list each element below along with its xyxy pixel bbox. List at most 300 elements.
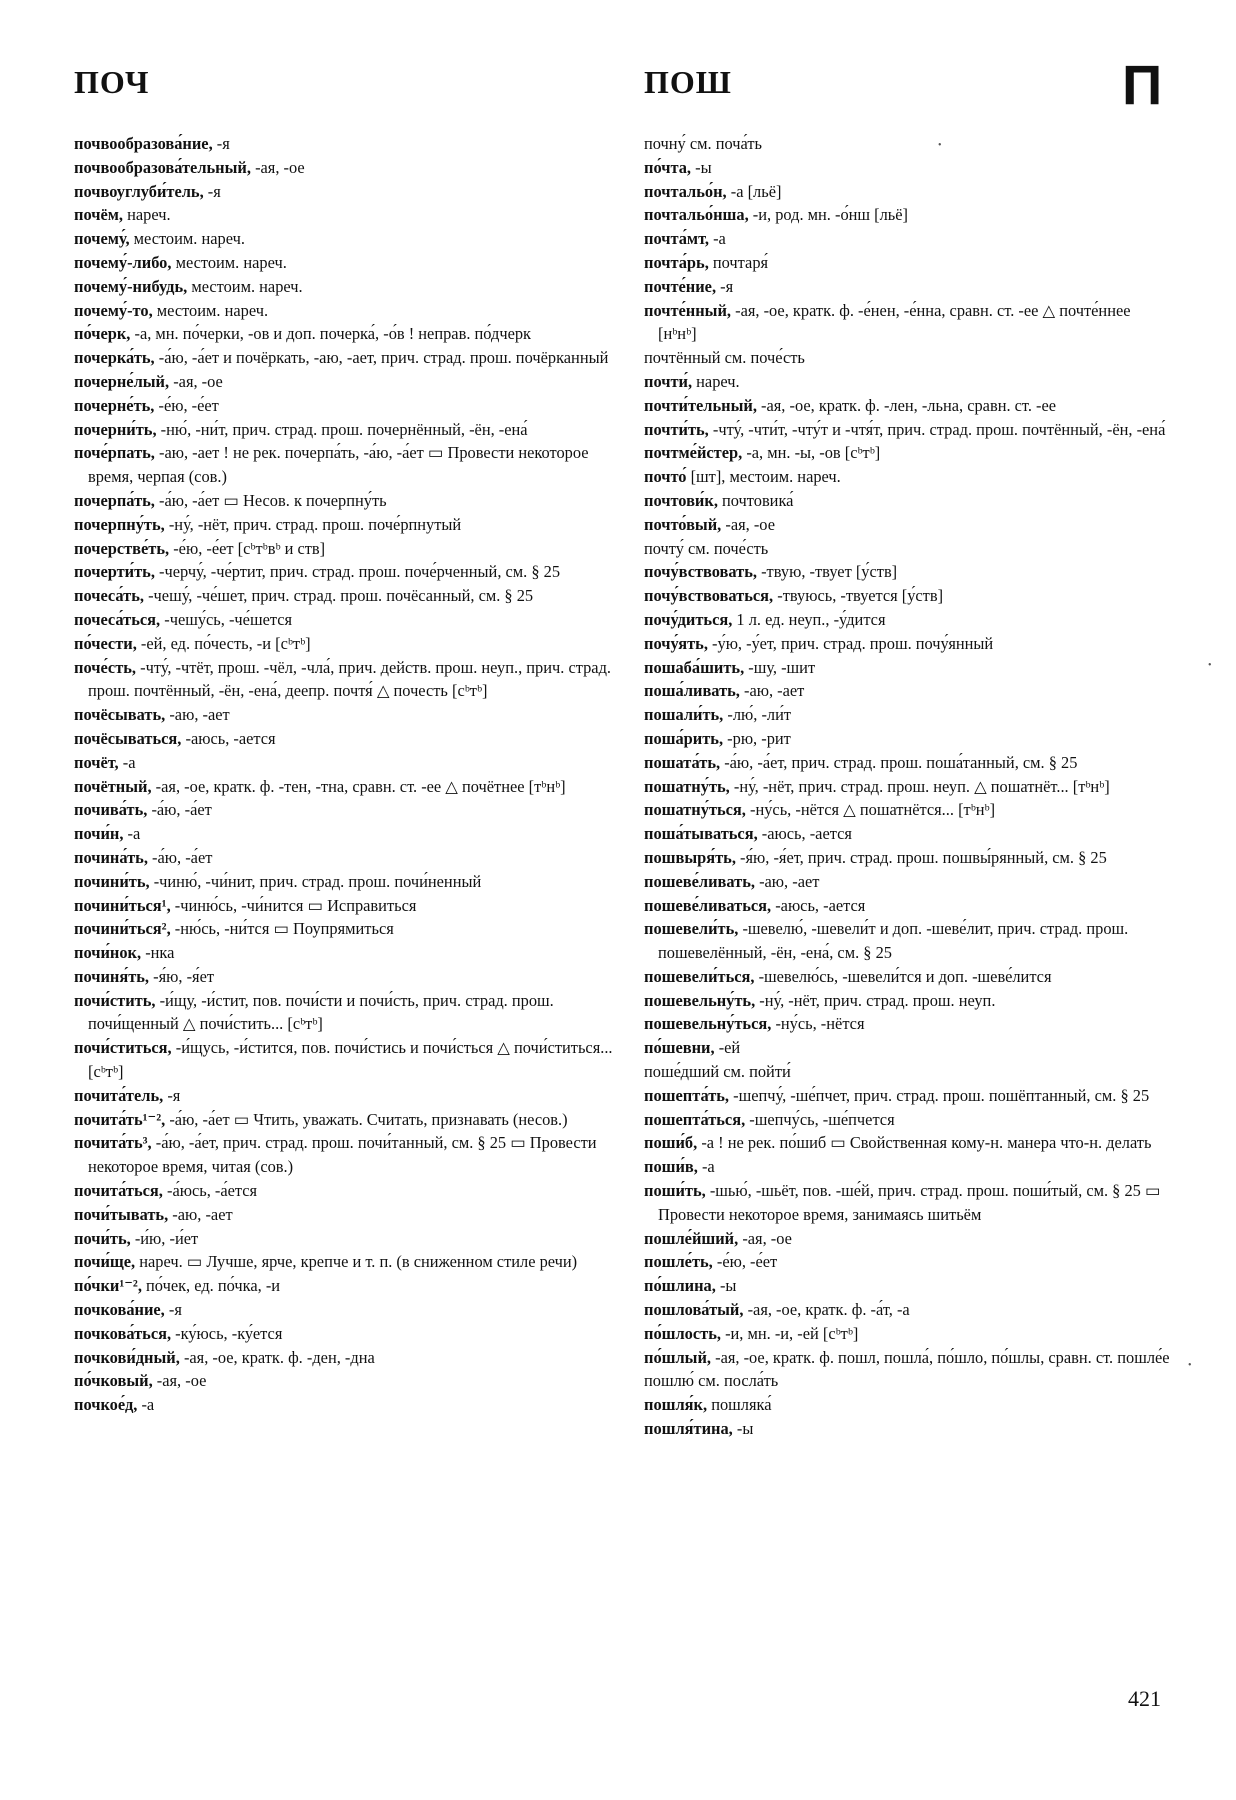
entry-headword: почи́ститься, — [74, 1038, 172, 1058]
entry-headword: почётный, — [74, 776, 152, 796]
entry-headword: поши́ть, — [644, 1181, 706, 1201]
entry-headword: почерпну́ть, — [74, 514, 165, 534]
dictionary-entry — [644, 751, 1170, 775]
entry-headword: по́шевни, — [644, 1038, 715, 1058]
entry-definition: -ну́, -нёт, прич. страд. прош. поче́рпнутый — [164, 514, 462, 534]
entry-definition: -а́ю, -а́ет ▭ Несов. к почерпну́ть — [154, 490, 387, 510]
dictionary-entry — [74, 751, 620, 775]
dictionary-entry — [74, 537, 620, 561]
entry-headword: починя́ть, — [74, 966, 150, 986]
dictionary-entry — [644, 656, 1170, 680]
entry-definition: -ая, -ое, кратк. ф. -тен, -тна, сравн. ст. -ее △ почётнее [тᵇнᵇ] — [151, 776, 566, 796]
entry-definition: -аю, -ает — [168, 1204, 233, 1224]
entry-headword: почерни́ть, — [74, 419, 157, 439]
dictionary-entry — [74, 1179, 620, 1203]
entry-headword: почерне́лый, — [74, 371, 170, 391]
entry-headword: почтови́к, — [644, 490, 718, 510]
entry-headword: почёсываться, — [74, 728, 182, 748]
dictionary-entry — [644, 489, 1170, 513]
entry-headword: почтме́йстер, — [644, 443, 743, 463]
entry-definition: -я — [212, 134, 230, 153]
entry-definition: -ей — [714, 1038, 741, 1058]
entry-definition: -ая, -ое — [250, 157, 305, 177]
entry-headword: поша́рить, — [644, 728, 724, 748]
dictionary-entry — [74, 1298, 620, 1322]
entry-headword: почте́нный, — [644, 300, 732, 320]
entry-definition: местоим. нареч. — [152, 300, 269, 320]
entry-definition: -чту́, -чти́т, -чту́т и -чтя́т, прич. страд. прош. почтённый, -ён, -ена́ — [708, 419, 1166, 439]
entry-headword: по́чки¹⁻², — [74, 1276, 142, 1296]
entry-headword: почти́, — [644, 371, 693, 391]
entry-definition: -аю, -ает — [165, 705, 230, 725]
dictionary-entry — [644, 798, 1170, 822]
dictionary-entry — [74, 203, 620, 227]
entry-definition: 1 л. ед. неуп., -у́дится — [732, 609, 886, 629]
entry-headword: почини́ть, — [74, 871, 150, 891]
entry-definition: -е́ю, -е́ет [сᵇтᵇвᵇ и ств] — [169, 538, 326, 558]
entry-headword: почеса́ть, — [74, 586, 144, 606]
dictionary-entry — [644, 822, 1170, 846]
entry-headword: почу́вствовать, — [644, 562, 757, 582]
entry-headword: почи́нок, — [74, 943, 142, 963]
dictionary-entry — [644, 1274, 1170, 1298]
dictionary-entry — [74, 227, 620, 251]
entry-headword: почерне́ть, — [74, 395, 155, 415]
entry-definition: -ая, -ое, кратк. ф. -ден, -дна — [179, 1347, 375, 1367]
entry-headword: почкое́д, — [74, 1395, 138, 1415]
section-letter: П — [1122, 53, 1163, 116]
entry-definition: -аюсь, -ается — [771, 895, 866, 915]
entry-headword: почёсывать, — [74, 705, 166, 725]
dictionary-entry — [644, 1131, 1170, 1155]
entry-definition: местоим. нареч. — [187, 276, 303, 296]
dictionary-entry — [74, 180, 620, 204]
entry-headword: почи́тывать, — [74, 1204, 169, 1224]
entry-headword: пошевельну́ть, — [644, 990, 756, 1010]
page-number: 421 — [1128, 1686, 1161, 1711]
dictionary-entry — [74, 894, 620, 918]
entry-headword: почита́ть³, — [74, 1133, 152, 1153]
entry-definition: -е́ю, -е́ет — [154, 395, 219, 415]
entry-headword: поши́в, — [644, 1157, 698, 1177]
dictionary-entry — [644, 1084, 1170, 1108]
left-guide-word: ПОЧ — [74, 64, 150, 100]
dictionary-entry — [644, 203, 1170, 227]
dictionary-entry — [644, 275, 1170, 299]
entry-headword: почита́ться, — [74, 1181, 163, 1201]
dictionary-entry — [74, 870, 620, 894]
entry-headword: почкова́ться, — [74, 1323, 172, 1343]
entry-definition: -а́ю, -а́ет — [147, 847, 213, 867]
entry-definition: почту́ см. поче́сть — [644, 538, 769, 558]
entry-definition: -рю, -рит — [723, 728, 791, 748]
dictionary-entry — [74, 1108, 620, 1132]
entry-definition: -а — [118, 752, 136, 772]
entry-definition: -аю, -ает — [754, 871, 820, 891]
entry-definition: местоим. нареч. — [129, 229, 245, 249]
dictionary-entry — [644, 1346, 1170, 1370]
entry-definition: -а — [697, 1157, 715, 1177]
dictionary-entry — [644, 1155, 1170, 1179]
dictionary-entry — [74, 560, 620, 584]
dictionary-entry — [644, 180, 1170, 204]
entry-definition: -я́ю, -я́ет, прич. страд. прош. пошвы́рянный, см. § 25 — [735, 847, 1107, 867]
entry-definition: нареч. ▭ Лучше, ярче, крепче и т. п. (в сниженном стиле речи) — [135, 1252, 578, 1272]
entry-headword: почива́ть, — [74, 800, 148, 820]
dictionary-entry — [74, 917, 620, 941]
entry-definition: -а́ю, -а́ет, прич. страд. прош. поша́танный, см. § 25 — [720, 752, 1078, 772]
dictionary-entry — [74, 251, 620, 275]
entry-headword: почерти́ть, — [74, 562, 155, 582]
dictionary-entry — [644, 394, 1170, 418]
dictionary-entry — [644, 1322, 1170, 1346]
dictionary-entry — [644, 346, 1170, 370]
entry-headword: почини́ться¹, — [74, 895, 171, 915]
dictionary-entry — [74, 1393, 620, 1417]
entry-definition: -я — [163, 1085, 181, 1105]
entry-headword: почвоуглуби́тель, — [74, 181, 204, 201]
entry-definition: -ну́сь, -нётся △ пошатнётся... [тᵇнᵇ] — [745, 800, 996, 820]
entry-definition: -ню́, -ни́т, прич. страд. прош. почернённый, -ён, -ена́ — [156, 419, 528, 439]
entry-definition: -ая, -ое, кратк. ф. -а́т, -а — [743, 1300, 910, 1320]
entry-headword: почерстве́ть, — [74, 538, 170, 558]
dictionary-entry — [644, 132, 1170, 156]
entry-headword: почтальо́нша, — [644, 205, 749, 225]
entry-definition: -ы — [691, 157, 712, 177]
entry-headword: поша́тываться, — [644, 824, 758, 844]
entry-definition: местоим. нареч. — [171, 252, 287, 272]
dictionary-entry — [644, 846, 1170, 870]
entry-headword: пошали́ть, — [644, 705, 724, 725]
entry-headword: пошата́ть, — [644, 752, 721, 772]
dictionary-entry — [74, 941, 620, 965]
entry-definition: -а [льё] — [726, 181, 782, 201]
dictionary-entry — [74, 322, 620, 346]
entry-headword: почвообразова́тельный, — [74, 157, 251, 177]
dictionary-entry — [74, 608, 620, 632]
entry-definition: [шт], местоим. нареч. — [686, 467, 841, 487]
dictionary-entry — [74, 156, 620, 180]
entry-definition: нареч. — [692, 371, 740, 391]
entry-headword: пошля́к, — [644, 1395, 708, 1415]
entry-definition: -черчу́, -че́ртит, прич. страд. прош. поче́рченный, см. § 25 — [154, 562, 561, 582]
entry-headword: почто́ — [644, 467, 687, 487]
entry-definition: -аюсь, -ается — [757, 824, 852, 844]
dictionary-entry — [644, 1012, 1170, 1036]
entry-headword: почёт, — [74, 752, 119, 772]
dictionary-entry — [644, 370, 1170, 394]
entry-headword: почи́н, — [74, 824, 124, 844]
entry-headword: пошепта́ться, — [644, 1109, 746, 1129]
dictionary-entry — [644, 1060, 1170, 1084]
entry-definition: -шепчу́, -ше́пчет, прич. страд. прош. пошёптанный, см. § 25 — [729, 1085, 1150, 1105]
entry-headword: поче́рпать, — [74, 443, 155, 463]
dictionary-entry — [74, 1250, 620, 1274]
dictionary-entry — [74, 489, 620, 513]
entry-definition: почтённый см. поче́сть — [644, 348, 805, 368]
entry-definition: -я — [164, 1300, 182, 1320]
dictionary-entry — [644, 537, 1170, 561]
entry-definition: -чиню́сь, -чи́нится ▭ Исправиться — [170, 895, 417, 915]
dictionary-entry — [644, 513, 1170, 537]
left-column — [74, 132, 620, 1417]
entry-definition: -чту́, -чтёт, прош. -чёл, -чла́, прич. действ. прош. неуп., прич. страд. прош. почтённый, -ён, -ена́, деепр. почтя́ △ почесть [сᵇтᵇ] — [88, 657, 612, 701]
entry-definition: -нка — [141, 943, 175, 963]
entry-headword: по́чести, — [74, 633, 137, 653]
entry-headword: почему́-то, — [74, 300, 153, 320]
entry-definition: -я — [716, 276, 734, 296]
dictionary-entry — [74, 989, 620, 1037]
dictionary-entry — [644, 608, 1170, 632]
dictionary-entry — [74, 1369, 620, 1393]
entry-definition: -и́щусь, -и́стится, пов. почи́стись и почи́сться △ почи́ститься... [сᵇтᵇ] — [88, 1038, 613, 1082]
entry-definition: -шевелю́, -шевели́т и доп. -шеве́лит, прич. страд. прош. пошевелённый, -ён, -ена́, см. § 25 — [658, 919, 1129, 963]
dictionary-entry — [74, 132, 620, 156]
entry-headword: почте́ние, — [644, 276, 717, 296]
entry-headword: поче́сть, — [74, 657, 137, 677]
entry-headword: почто́вый, — [644, 514, 722, 534]
entry-headword: пошевели́ться, — [644, 966, 755, 986]
entry-definition: -и́ю, -и́ет — [130, 1228, 199, 1248]
dictionary-entry — [644, 156, 1170, 180]
entry-headword: по́шлина, — [644, 1276, 716, 1296]
entry-headword: почему́-либо, — [74, 252, 172, 272]
dictionary-entry — [74, 299, 620, 323]
entry-definition: -а, мн. -ы, -ов [сᵇтᵇ] — [742, 443, 881, 463]
entry-definition: пошляка́ — [707, 1395, 772, 1415]
dictionary-entry — [644, 1108, 1170, 1132]
entry-definition: -ну́сь, -нётся — [771, 1014, 865, 1034]
entry-headword: поши́б, — [644, 1133, 698, 1153]
entry-definition: -ая, -ое, кратк. ф. пошл, пошла́, по́шло, по́шлы, сравн. ст. пошле́е — [711, 1347, 1170, 1367]
entry-definition: -а́юсь, -а́ется — [162, 1181, 258, 1201]
dictionary-entry — [644, 727, 1170, 751]
dictionary-entry — [74, 1131, 620, 1179]
dictionary-entry — [74, 1084, 620, 1108]
entry-definition: -шепчу́сь, -ше́пчется — [745, 1109, 895, 1129]
entry-definition: по́чек, ед. по́чка, -и — [141, 1276, 281, 1296]
entry-headword: почкова́ние, — [74, 1300, 165, 1320]
entry-headword: пошле́ть, — [644, 1252, 713, 1272]
dictionary-entry — [644, 418, 1170, 442]
entry-headword: пошевели́ть, — [644, 919, 739, 939]
entry-definition: -аю, -ает ! не рек. почерпа́ть, -а́ю, -а́ет ▭ Провести некоторое время, черпая (сов.) — [88, 443, 589, 487]
dictionary-entry — [74, 632, 620, 656]
dictionary-entry — [644, 1179, 1170, 1227]
dictionary-entry — [74, 1203, 620, 1227]
dictionary-entry — [644, 1369, 1170, 1393]
entry-definition: -ы — [732, 1419, 754, 1439]
dictionary-entry — [644, 703, 1170, 727]
entry-headword: пошевельну́ться, — [644, 1014, 772, 1034]
entry-headword: пошатну́ть, — [644, 776, 730, 796]
entry-headword: по́черк, — [74, 324, 131, 344]
entry-definition: -ая, -ое — [738, 1228, 792, 1248]
entry-definition: -аю, -ает — [739, 681, 805, 701]
entry-definition: -шу, -шит — [744, 657, 816, 677]
entry-definition: -шью́, -шьёт, пов. -ше́й, прич. страд. прош. поши́тый, см. § 25 ▭ Провести некоторое время, занимаясь шитьём — [658, 1181, 1161, 1224]
entry-definition: почтовика́ — [717, 490, 794, 510]
entry-definition: пошлю́ см. посла́ть — [644, 1371, 779, 1391]
entry-definition: -а ! не рек. по́шиб ▭ Свойственная кому-н. манера что-н. делать — [697, 1133, 1152, 1153]
entry-headword: пошлова́тый, — [644, 1300, 744, 1320]
entry-definition: -а́ю, -а́ет, прич. страд. прош. почи́танный, см. § 25 ▭ Провести некоторое время, читая (сов.) — [88, 1133, 597, 1177]
entry-headword: почти́тельный, — [644, 395, 757, 415]
dictionary-entry — [644, 1298, 1170, 1322]
entry-definition: -а — [709, 229, 726, 249]
entry-definition: -шевелю́сь, -шевели́тся и доп. -шеве́лится — [754, 966, 1052, 986]
entry-headword: почи́стить, — [74, 990, 156, 1010]
dictionary-entry — [74, 394, 620, 418]
entry-definition: -ну́, -нёт, прич. страд. прош. неуп. — [755, 990, 996, 1010]
entry-definition: -а, мн. по́черки, -ов и доп. почерка́, -о́в ! неправ. по́дчерк — [130, 324, 532, 344]
dictionary-entry — [644, 632, 1170, 656]
entry-definition: -ая, -ое, кратк. ф. -е́нен, -е́нна, сравн. ст. -ее △ почте́ннее [нᵇнᵇ] — [658, 300, 1131, 344]
dictionary-entry — [74, 775, 620, 799]
dictionary-entry — [74, 418, 620, 442]
dictionary-entry — [644, 989, 1170, 1013]
dictionary-entry — [74, 441, 620, 489]
dictionary-entry — [74, 798, 620, 822]
dictionary-entry — [74, 370, 620, 394]
entry-headword: почина́ть, — [74, 847, 148, 867]
entry-headword: пошле́йший, — [644, 1228, 739, 1248]
entry-headword: почу́вствоваться, — [644, 586, 774, 606]
scan-speck: • — [1188, 1360, 1192, 1371]
entry-headword: почита́тель, — [74, 1085, 164, 1105]
entry-definition: -и, мн. -и, -ей [сᵇтᵇ] — [720, 1323, 859, 1343]
dictionary-entry — [74, 656, 620, 704]
entry-definition: -лю́, -ли́т — [723, 705, 792, 725]
entry-definition: -а — [123, 824, 141, 844]
dictionary-entry — [644, 584, 1170, 608]
dictionary-entry — [644, 560, 1170, 584]
dictionary-entry — [74, 1227, 620, 1251]
entry-definition: -ну́, -нёт, прич. страд. прош. неуп. △ пошатнёт... [тᵇнᵇ] — [729, 776, 1110, 796]
entry-headword: почерка́ть, — [74, 348, 155, 368]
entry-definition: -ая, -ое — [152, 1371, 207, 1391]
entry-definition: -твуюсь, -твуется [у́ств] — [773, 586, 944, 606]
dictionary-entry — [74, 1036, 620, 1084]
dictionary-entry — [644, 894, 1170, 918]
entry-headword: по́чковый, — [74, 1371, 153, 1391]
entry-definition: нареч. — [123, 205, 171, 225]
entry-headword: поша́ливать, — [644, 681, 740, 701]
scan-speck: • — [1208, 660, 1212, 671]
entry-headword: пошеве́ливать, — [644, 871, 755, 891]
entry-headword: почему́-нибудь, — [74, 276, 188, 296]
entry-definition: -и, род. мн. -о́нш [льё] — [748, 205, 908, 225]
entry-definition: -твую, -твует [у́ств] — [757, 562, 898, 582]
dictionary-entry — [644, 1417, 1170, 1441]
entry-definition: -ню́сь, -ни́тся ▭ Поупрямиться — [170, 919, 394, 939]
entry-definition: -ая, -ое — [721, 514, 775, 534]
dictionary-entry — [644, 1393, 1170, 1417]
entry-headword: почтальо́н, — [644, 181, 727, 201]
entry-headword: почини́ться², — [74, 919, 171, 939]
dictionary-entry — [644, 1036, 1170, 1060]
entry-definition: почну́ см. поча́ть — [644, 134, 762, 153]
entry-definition: -аюсь, -ается — [181, 728, 276, 748]
entry-headword: по́шлый, — [644, 1347, 712, 1367]
dictionary-entry — [644, 441, 1170, 465]
dictionary-entry — [644, 965, 1170, 989]
dictionary-entry — [74, 965, 620, 989]
right-guide-word: ПОШ — [644, 64, 732, 100]
entry-definition: -ая, -ое — [169, 371, 223, 391]
entry-headword: почта́рь, — [644, 252, 709, 272]
right-column — [644, 132, 1170, 1441]
entry-headword: пошля́тина, — [644, 1419, 733, 1439]
entry-headword: пошепта́ть, — [644, 1085, 730, 1105]
entry-definition: -а́ю, -а́ет и почёркать, -аю, -ает, прич. страд. прош. почёрканный — [154, 348, 609, 368]
entry-definition: -я — [203, 181, 221, 201]
entry-headword: почему́, — [74, 229, 130, 249]
entry-headword: почу́ять, — [644, 633, 708, 653]
entry-headword: почти́ть, — [644, 419, 709, 439]
dictionary-entry — [644, 679, 1170, 703]
entry-headword: почта́мт, — [644, 229, 709, 249]
dictionary-entry — [74, 727, 620, 751]
dictionary-entry — [644, 1250, 1170, 1274]
entry-headword: почи́ть, — [74, 1228, 131, 1248]
entry-definition: -а — [137, 1395, 155, 1415]
entry-headword: почём, — [74, 205, 123, 225]
dictionary-entry — [644, 870, 1170, 894]
entry-definition: -а́ю, -а́ет — [147, 800, 212, 820]
entry-definition: -ы — [715, 1276, 737, 1296]
dictionary-entry — [74, 275, 620, 299]
entry-headword: почкови́дный, — [74, 1347, 180, 1367]
dictionary-entry — [74, 1322, 620, 1346]
entry-definition: почтаря́ — [708, 252, 769, 272]
dictionary-entry — [644, 227, 1170, 251]
dictionary-entry — [74, 1346, 620, 1370]
entry-headword: почита́ть¹⁻², — [74, 1109, 166, 1129]
entry-definition: -и́щу, -и́стит, пов. почи́сти и почи́сть, прич. страд. прош. почи́щенный △ почи́стить... [сᵇтᵇ] — [88, 990, 554, 1034]
entry-headword: почу́диться, — [644, 609, 733, 629]
entry-definition: -а́ю, -а́ет ▭ Чтить, уважать. Считать, признавать (несов.) — [165, 1109, 568, 1129]
entry-definition: -е́ю, -е́ет — [712, 1252, 778, 1272]
entry-headword: пошаба́шить, — [644, 657, 745, 677]
dictionary-entry — [74, 584, 620, 608]
entry-headword: пошвыря́ть, — [644, 847, 736, 867]
entry-definition: -чиню́, -чи́нит, прич. страд. прош. почи́ненный — [149, 871, 482, 891]
entry-headword: почвообразова́ние, — [74, 134, 213, 153]
entry-definition: -ей, ед. по́честь, -и [сᵇтᵇ] — [136, 633, 311, 653]
dictionary-entry — [644, 775, 1170, 799]
scan-speck: • — [938, 140, 942, 151]
entry-headword: по́шлость, — [644, 1323, 721, 1343]
dictionary-entry — [74, 513, 620, 537]
dictionary-entry — [644, 299, 1170, 347]
entry-definition: -ку́юсь, -ку́ется — [171, 1323, 283, 1343]
dictionary-entry — [74, 703, 620, 727]
entry-headword: пошатну́ться, — [644, 800, 746, 820]
dictionary-entry — [74, 822, 620, 846]
dictionary-entry — [74, 846, 620, 870]
dictionary-entry — [644, 465, 1170, 489]
dictionary-entry — [644, 917, 1170, 965]
dictionary-entry — [644, 1227, 1170, 1251]
entry-definition: -чешу́, -че́шет, прич. страд. прош. почёсанный, см. § 25 — [144, 586, 534, 606]
entry-definition: -ая, -ое, кратк. ф. -лен, -льна, сравн. ст. -ее — [756, 395, 1057, 415]
entry-headword: почеса́ться, — [74, 609, 161, 629]
entry-definition: -у́ю, -у́ет, прич. страд. прош. почу́янный — [707, 633, 994, 653]
entry-headword: почерпа́ть, — [74, 490, 155, 510]
dictionary-entry — [644, 251, 1170, 275]
entry-headword: по́чта, — [644, 157, 692, 177]
